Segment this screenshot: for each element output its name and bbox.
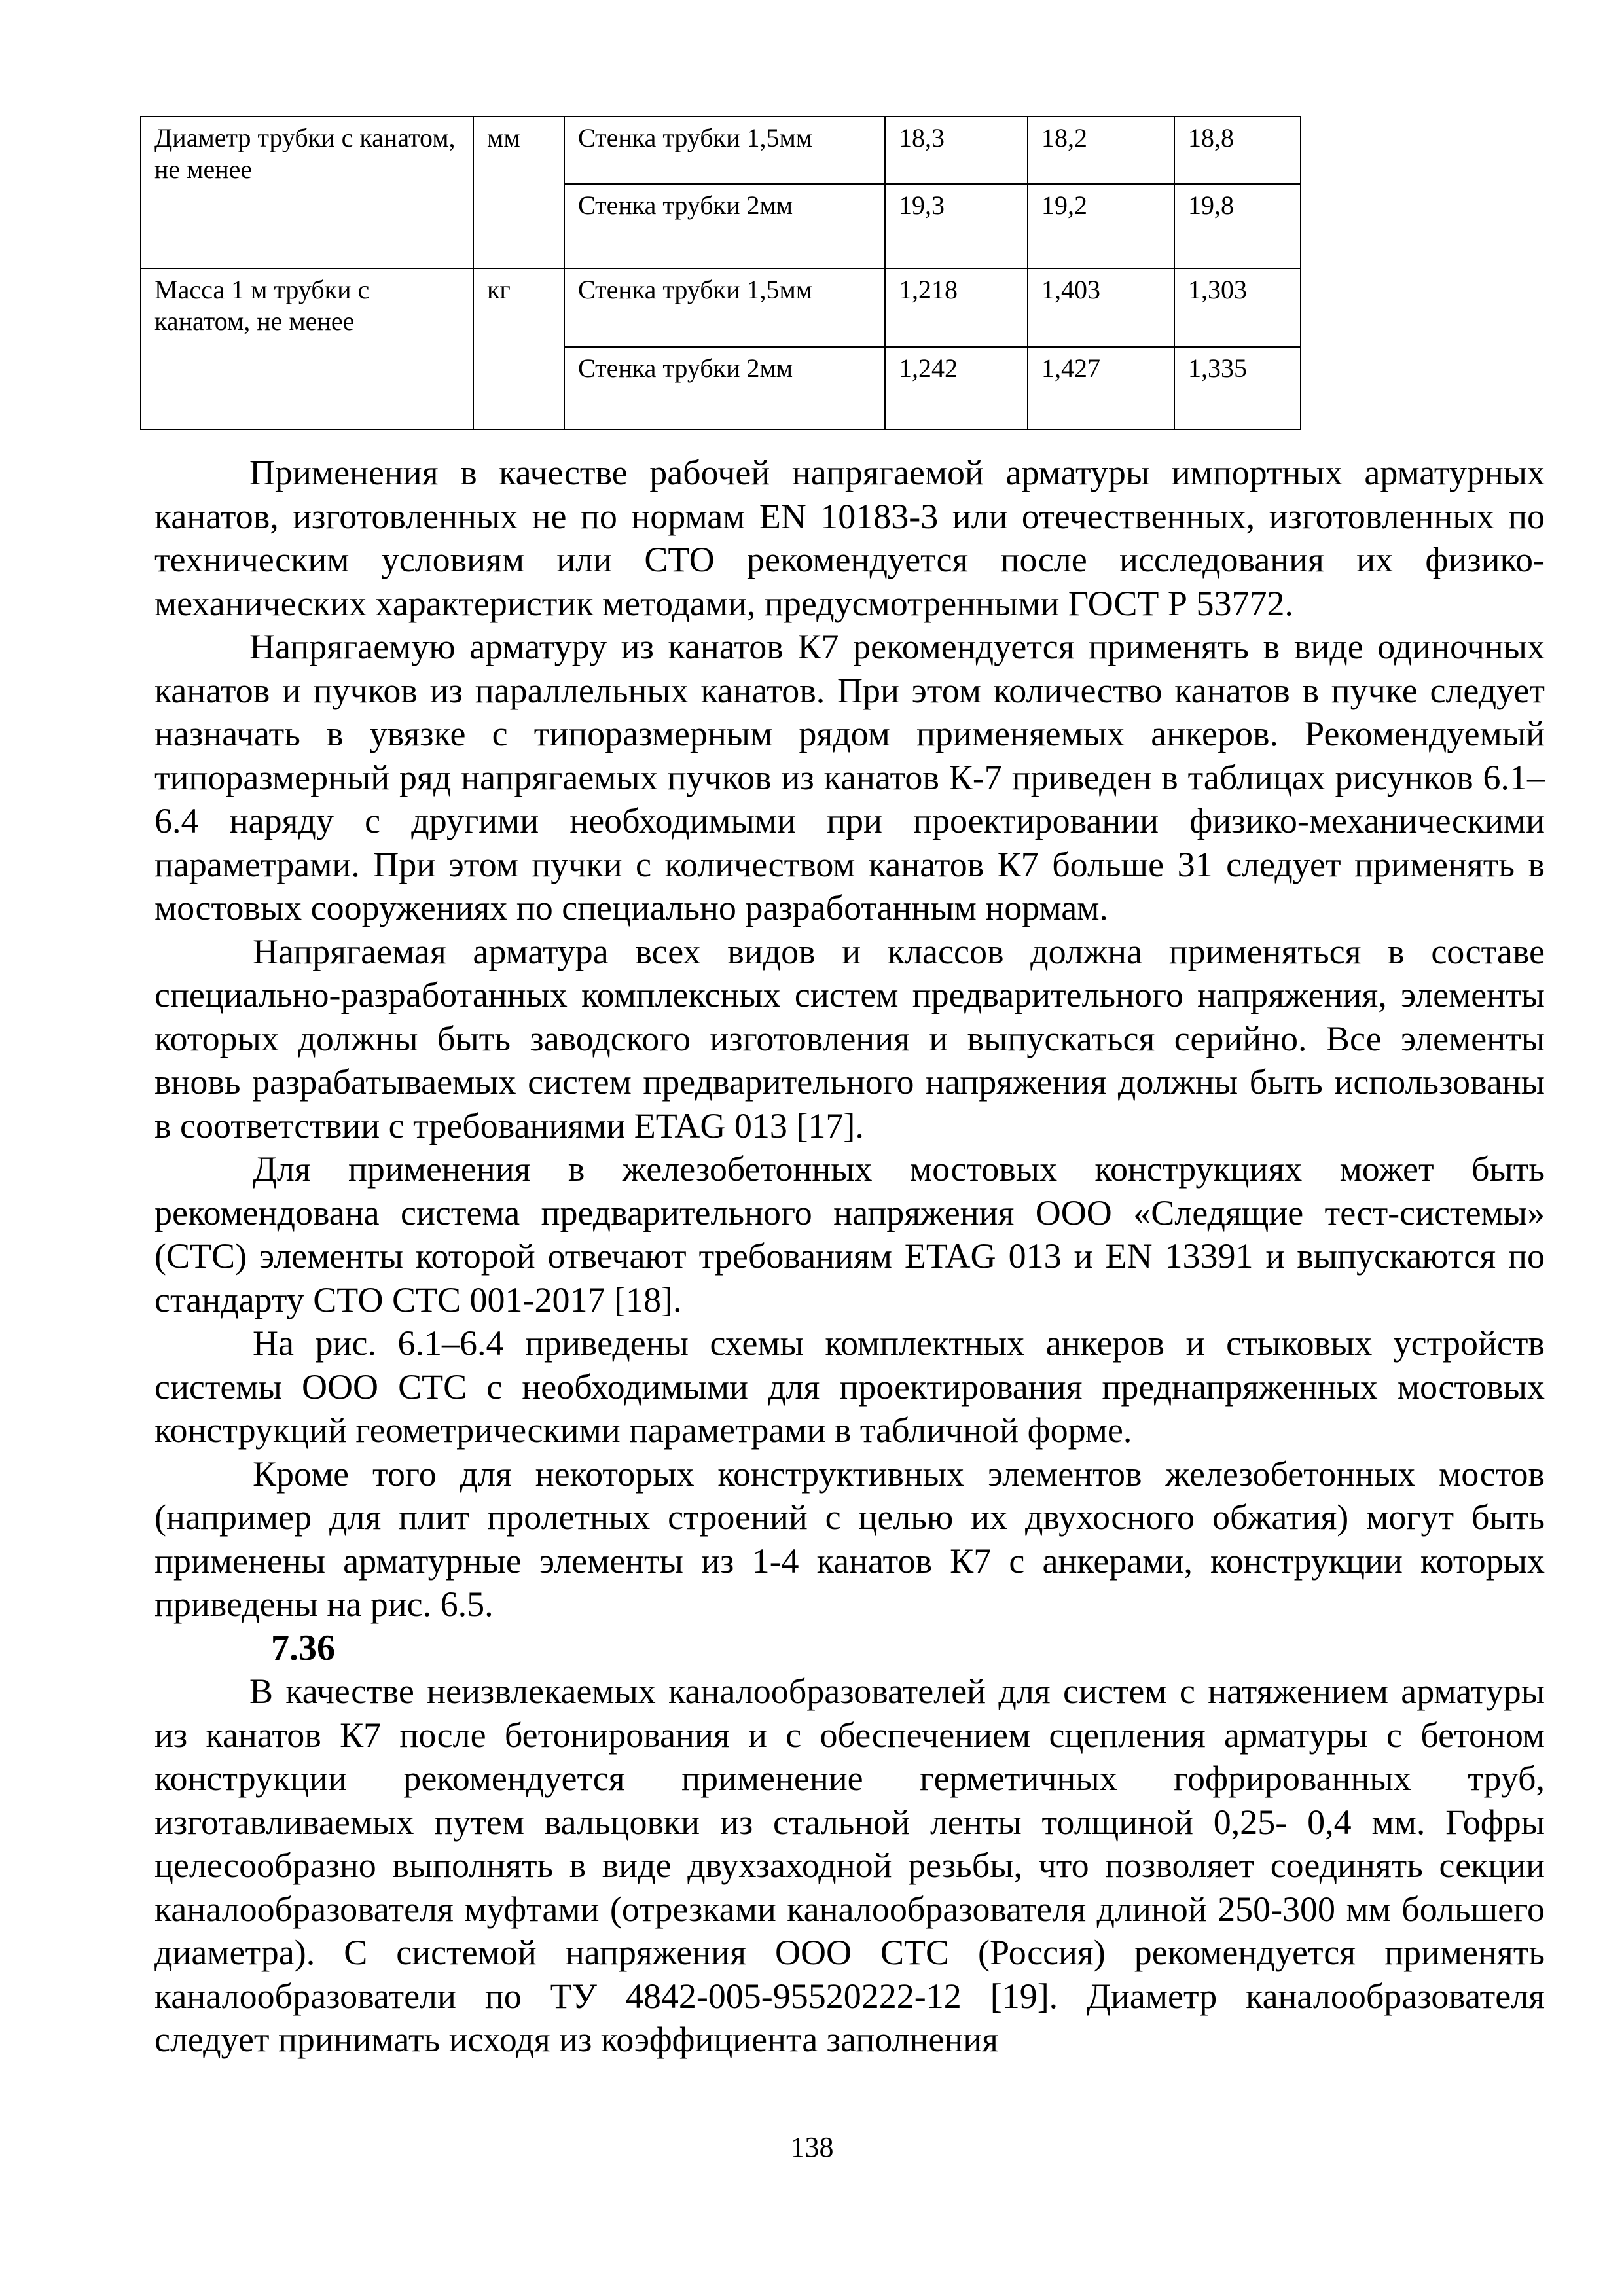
section-number: 7.36 (271, 1627, 335, 1668)
value-cell: 1,403 (1028, 268, 1174, 347)
wall-cell: Стенка трубки 1,5мм (564, 117, 885, 184)
unit-cell: кг (473, 268, 564, 429)
param-cell: Диаметр трубки с канатом, не менее (141, 117, 473, 268)
table-row (141, 117, 1301, 184)
unit-cell: мм (473, 117, 564, 268)
wall-cell: Стенка трубки 2мм (564, 347, 885, 429)
value-cell: 1,303 (1174, 268, 1301, 347)
section-paragraph: В качестве неизвлекаемых каналообразователей для систем с натяжением арматуры из канатов К7 после бетонирования и с обеспечением сцепления арматуры с бетоном конструкции рекомендуется применение герметичных гофрированных труб, изготавливаемых путем вальцовки из стальной ленты толщиной 0,25- 0,4 мм. Гофры целесообразно выполнять в виде двухзаходной резьбы, что позволяет соединять секции каналообразователя муфтами (отрезками каналообразователя длиной 250-300 мм большего диаметра). С системой напряжения ООО СТС (Россия) рекомендуется применять каналообразователи по ТУ 4842-005-95520222-12 [19]. Диаметр каналообразователя следует принимать исходя из коэффициента заполнения (154, 1672, 1545, 2059)
paragraph: Кроме того для некоторых конструктивных элементов железобетонных мостов (например для плит пролетных строений с целью их двухосного обжатия) могут быть применены арматурные элементы из 1-4 канатов К7 с анкерами, конструкции которых приведены на рис. 6.5. (154, 1454, 1545, 1624)
value-cell: 19,8 (1174, 184, 1301, 268)
table-row (141, 268, 1301, 347)
paragraph: Напрягаемую арматуру из канатов К7 рекомендуется применять в виде одиночных канатов и пучков из параллельных канатов. При этом количество канатов в пучке следует назначать в увязке с типоразмерным рядом применяемых анкеров. Рекомендуемый типоразмерный ряд напрягаемых пучков из канатов К-7 приведен в таблицах рисунков 6.1–6.4 наряду с другими необходимыми при проектировании физико-механическими параметрами. При этом пучки с количеством канатов К7 больше 31 следует применять в мостовых сооружениях по специально разработанным нормам. (154, 627, 1545, 927)
param-cell: Масса 1 м трубки с канатом, не менее (141, 268, 473, 429)
paragraph: Применения в качестве рабочей напрягаемой арматуры импортных арматурных канатов, изготовленных не по нормам EN 10183-3 или отечественных, изготовленных по техническим условиям или СТО рекомендуется после исследования их физико-механических характеристик методами, предусмотренными ГОСТ Р 53772. (154, 453, 1545, 623)
value-cell: 1,242 (885, 347, 1028, 429)
value-cell: 1,218 (885, 268, 1028, 347)
spec-table (140, 116, 1301, 430)
wall-cell: Стенка трубки 2мм (564, 184, 885, 268)
value-cell: 18,2 (1028, 117, 1174, 184)
value-cell: 1,427 (1028, 347, 1174, 429)
body-text (154, 451, 1545, 2062)
paragraph: Напрягаемая арматура всех видов и классов должна применяться в составе специально-разработанных комплексных систем предварительного напряжения, элементы которых должны быть заводского изготовления и выпускаться серийно. Все элементы вновь разрабатываемых систем предварительного напряжения должны быть использованы в соответствии с требованиями ETAG 013 [17]. (154, 931, 1545, 1145)
page-number: 138 (790, 2131, 834, 2163)
value-cell: 1,335 (1174, 347, 1301, 429)
value-cell: 19,3 (885, 184, 1028, 268)
paragraph: Для применения в железобетонных мостовых конструкциях может быть рекомендована система предварительного напряжения ООО «Следящие тест-системы» (СТС) элементы которой отвечают требованиям ETAG 013 и EN 13391 и выпускаются по стандарту СТО СТС 001-2017 [18]. (154, 1149, 1545, 1319)
paragraph: На рис. 6.1–6.4 приведены схемы комплектных анкеров и стыковых устройств системы ООО СТС с необходимыми для проектирования преднапряженных мостовых конструкций геометрическими параметрами в табличной форме. (154, 1323, 1545, 1450)
value-cell: 18,3 (885, 117, 1028, 184)
value-cell: 19,2 (1028, 184, 1174, 268)
value-cell: 18,8 (1174, 117, 1301, 184)
wall-cell: Стенка трубки 1,5мм (564, 268, 885, 347)
